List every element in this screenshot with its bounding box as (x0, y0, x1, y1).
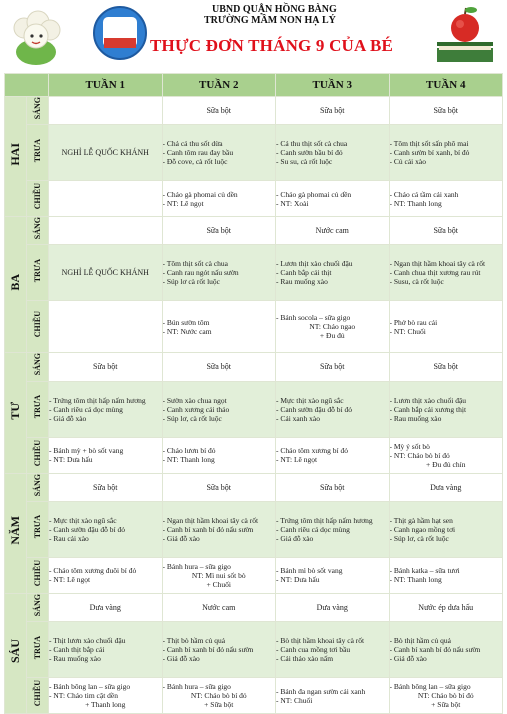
dish-line: - NT: Dưa hấu (276, 575, 320, 585)
dish-line: - Canh chua thịt xương rau rút (389, 268, 481, 278)
dish-line: - Giá đỗ xào (276, 533, 314, 543)
menu-cell (162, 678, 276, 714)
dish-line: - Tôm thịt sốt sấn phô mai (389, 139, 469, 149)
meal-name: SÁNG (33, 473, 42, 496)
menu-cell: Sữa bột (389, 217, 503, 245)
school-logo-icon (93, 6, 147, 60)
dish-line: + Sữa bột (431, 700, 461, 710)
menu-cell (49, 501, 163, 557)
menu-cell: Sữa bột (389, 353, 503, 381)
meal-name: CHIỀU (33, 311, 42, 338)
menu-cell (276, 622, 390, 678)
dish-line: NT: Cháo bò bí đỏ (417, 691, 474, 701)
dish-line: - Canh riêu cá dọc mùng (276, 524, 350, 534)
dish-line: - Canh xương cải thảo (162, 404, 230, 414)
menu-cell (49, 557, 163, 593)
row-sang (5, 97, 503, 125)
meal-name: CHIỀU (33, 183, 42, 210)
day-label (5, 473, 27, 593)
menu-cell: Nước cam (162, 593, 276, 621)
dish-line: - NT: Lê ngọt (49, 575, 91, 585)
meal-label-chieu (27, 678, 49, 714)
dish-line: - Canh riêu cá dọc mùng (49, 404, 123, 414)
dish-line: - Canh bí xanh bí đỏ nấu sườn (162, 524, 254, 534)
menu-cell (276, 501, 390, 557)
menu-cell (162, 181, 276, 217)
dish-line: - Cải thảo xào nấm (276, 654, 334, 664)
meal-name: TRƯA (33, 515, 42, 539)
menu-cell: Sữa bột (162, 97, 276, 125)
column-week-3: TUẦN 3 (276, 74, 390, 97)
dish-line: - Canh bắp cải xương thịt (389, 404, 467, 414)
dish-line: + Đu đủ (319, 331, 345, 341)
dish-line: - NT: Cháo bò bí đỏ (389, 450, 450, 460)
menu-cell (162, 437, 276, 473)
row-trua (5, 245, 503, 301)
dish-line: - NT: Cháo tim cật dền (49, 691, 118, 701)
meal-label-sang (27, 97, 49, 125)
day-name: NĂM (8, 516, 22, 546)
menu-cell (276, 557, 390, 593)
menu-cell (389, 245, 503, 301)
meal-name: TRƯA (33, 635, 42, 659)
dish-line: - NT: Thanh long (389, 575, 442, 585)
dish-line: - Sườn xào chua ngọt (162, 395, 227, 405)
dish-line: - Canh bí xanh bí đỏ nấu sườn (389, 645, 481, 655)
meal-name: CHIỀU (33, 680, 42, 707)
dish-line: + Thanh long (85, 700, 126, 710)
dish-line: - Củ cải xào (389, 157, 426, 167)
menu-table (4, 73, 503, 714)
meal-name: CHIỀU (33, 439, 42, 466)
menu-cell (389, 381, 503, 437)
dish-line: - NT: Lê ngọt (162, 198, 204, 208)
menu-cell: Dưa vàng (276, 593, 390, 621)
dish-line: - Cháo tôm xương đuôi bí đỏ (49, 566, 137, 576)
dish-line: - Thịt lươn xào chuối đậu (49, 636, 126, 646)
dish-line: - Rau cải xào (49, 533, 89, 543)
menu-cell (389, 678, 503, 714)
day-label (5, 217, 27, 353)
menu-cell (162, 501, 276, 557)
menu-cell (162, 622, 276, 678)
row-chieu (5, 437, 503, 473)
dish-line: - NT: Dưa hấu (49, 455, 93, 465)
dish-line: - Súp lơ, cà rốt luộc (162, 413, 222, 423)
dish-line: - NT: Xoài (276, 198, 309, 208)
meal-name: TRƯA (33, 258, 42, 283)
row-chieu (5, 181, 503, 217)
dish-line: + Chuối (206, 579, 231, 589)
menu-cell (276, 437, 390, 473)
menu-cell (276, 678, 390, 714)
menu-cell: Sữa bột (276, 97, 390, 125)
day-name: BA (8, 274, 22, 291)
dish-line: - Giá đỗ xào (162, 654, 200, 664)
dish-line: - Bánh hura – sữa gigo (162, 561, 231, 571)
row-chieu (5, 557, 503, 593)
menu-cell (162, 245, 276, 301)
dish-line: - Giá đỗ xào (49, 413, 87, 423)
column-header-row (5, 74, 503, 97)
meal-label-sang (27, 353, 49, 381)
menu-cell (162, 125, 276, 181)
page-header (0, 0, 507, 72)
day-label (5, 353, 27, 473)
menu-cell (49, 437, 163, 473)
column-week-1: TUẦN 1 (49, 74, 163, 97)
menu-cell: Dưa vàng (389, 473, 503, 501)
menu-cell: Sữa bột (389, 97, 503, 125)
menu-cell: Sữa bột (276, 473, 390, 501)
meal-label-chieu (27, 437, 49, 473)
dish-line: - Thịt gà hầm hạt sen (389, 515, 453, 525)
dish-line: - Tôm thịt sốt cà chua (162, 259, 228, 269)
day-label (5, 593, 27, 713)
dish-line: - Bánh katka – sữa tươi (389, 566, 460, 576)
menu-cell (49, 381, 163, 437)
menu-cell: Dưa vàng (49, 593, 163, 621)
dish-line: - Ngan thịt hầm khoai tây cà rốt (162, 515, 259, 525)
meal-name: SÁNG (33, 97, 42, 120)
row-sang (5, 353, 503, 381)
cauliflower-mascot-icon (6, 6, 66, 68)
holiday-cell: NGHỈ LỄ QUỐC KHÁNH (49, 125, 163, 181)
menu-cell (276, 301, 390, 353)
menu-cell: Nước cam (276, 217, 390, 245)
dish-line: - Đỗ cove, cà rốt luộc (162, 157, 228, 167)
dish-line: - Bún sườn tôm (162, 317, 210, 327)
dish-line: - Bánh mì bò sốt vang (276, 566, 343, 576)
row-sang (5, 593, 503, 621)
dish-line: - Thịt bò hầm củ quả (162, 636, 226, 646)
dish-line: - Rau muống xào (49, 654, 101, 664)
dish-line: - Bánh bông lan – sữa gigo (389, 682, 471, 692)
apple-on-book-icon (433, 4, 497, 68)
menu-cell (49, 301, 163, 353)
dish-line: - Giá đỗ xào (162, 533, 200, 543)
menu-cell: Nước ép dưa hấu (389, 593, 503, 621)
meal-label-sang (27, 593, 49, 621)
meal-label-trua (27, 622, 49, 678)
menu-cell: Sữa bột (49, 473, 163, 501)
menu-cell (389, 125, 503, 181)
dish-line: - Cải xanh xào (276, 413, 320, 423)
meal-label-sang (27, 217, 49, 245)
dish-line: - Canh rau ngót nấu sườn (162, 268, 239, 278)
day-name: HAI (8, 142, 22, 166)
dish-line: + Đu đủ chín (426, 459, 466, 469)
dish-line: - Rau muống xào (389, 413, 442, 423)
menu-cell (389, 501, 503, 557)
row-trua (5, 125, 503, 181)
menu-cell (49, 97, 163, 125)
dish-line: - Bánh bông lan – sữa gigo (49, 682, 131, 692)
dish-line: - Bánh mỳ + bò sốt vang (49, 446, 124, 456)
dish-line: - Mực thịt xào ngũ sắc (276, 395, 344, 405)
dish-line: - NT: Chuối (389, 326, 426, 336)
dish-line: - Súp lơ cà rốt luộc (162, 277, 220, 287)
meal-label-chieu (27, 301, 49, 353)
meal-label-trua (27, 381, 49, 437)
menu-cell: Sữa bột (162, 217, 276, 245)
menu-cell: Sữa bột (276, 353, 390, 381)
row-trua (5, 381, 503, 437)
day-name: SÁU (8, 639, 22, 664)
dish-line: - Su su, cà rốt luộc (276, 157, 333, 167)
meal-label-trua (27, 125, 49, 181)
menu-cell (49, 217, 163, 245)
meal-name: SÁNG (33, 217, 42, 240)
day-name: TƯ (8, 401, 22, 420)
dish-line: - Chả cá thu sốt dừa (162, 139, 223, 149)
dish-line: - Canh ngao mồng tơi (389, 524, 456, 534)
meal-label-chieu (27, 181, 49, 217)
dish-line: - Bò thịt hầm củ quả (389, 636, 451, 646)
dish-line: - Bánh hura – sữa gigo (162, 682, 231, 692)
menu-cell: Sữa bột (49, 353, 163, 381)
dish-line: - Giá đỗ xào (389, 654, 427, 664)
dish-line: - Canh sườn đậu đỗ bí đỏ (276, 404, 352, 414)
menu-cell: Sữa bột (162, 473, 276, 501)
dish-line: - Bánh đa ngan sườn cải xanh (276, 686, 366, 696)
menu-cell (276, 245, 390, 301)
dish-line: - NT: Chuối (276, 695, 313, 705)
column-week-4: TUẦN 4 (389, 74, 503, 97)
dish-line: - Canh thịt bắp cải (49, 645, 105, 655)
dish-line: + Sữa bột (204, 700, 234, 710)
menu-cell (389, 437, 503, 473)
menu-cell (162, 557, 276, 593)
dish-line: - Ngan thịt hầm khoai tây cà rốt (389, 259, 486, 269)
header-corner (5, 74, 49, 97)
menu-cell (389, 301, 503, 353)
school-name: TRƯỜNG MẦM NON HẠ LÝ (204, 15, 336, 26)
dish-line: - Lươn thịt xào chuối đậu (276, 259, 353, 269)
column-week-2: TUẦN 2 (162, 74, 276, 97)
dish-line: - Mỳ ý sốt bò (389, 441, 430, 451)
dish-line: - Cháo tôm xương bí đỏ (276, 446, 348, 456)
dish-line: - Cá thu thịt sốt cà chua (276, 139, 348, 149)
menu-cell (162, 301, 276, 353)
dish-line: - Súp lơ, cà rốt luộc (389, 533, 449, 543)
dish-line: - NT: Lê ngọt (276, 455, 318, 465)
dish-line: - NT: Thanh long (389, 198, 442, 208)
dish-line: - NT: Nước cam (162, 326, 212, 336)
dish-line: - Canh sườn đậu đỗ bí đỏ (49, 524, 125, 534)
menu-cell (276, 181, 390, 217)
menu-cell (276, 125, 390, 181)
dish-line: - Canh tôm rau đay bầu (162, 148, 234, 158)
meal-name: TRƯA (33, 138, 42, 162)
menu-cell (389, 557, 503, 593)
dish-line: - Phở bò rau cải (389, 317, 438, 327)
meal-label-trua (27, 501, 49, 557)
row-trua (5, 501, 503, 557)
dish-line: - Canh bí xanh bí đỏ nấu sườn (162, 645, 254, 655)
day-label (5, 97, 27, 217)
dish-line: NT: Mì nui sốt bò (191, 570, 246, 580)
menu-cell: Sữa bột (162, 353, 276, 381)
org-name: UBND QUẬN HỒNG BÀNG (212, 4, 337, 15)
dish-line: - Trứng tôm thịt hấp nấm hương (49, 395, 146, 405)
dish-line: NT: Cháo bò bí đỏ (190, 691, 247, 701)
dish-line: - Rau muống xào (276, 277, 328, 287)
dish-line: - Canh cua mồng tơi bầu (276, 645, 351, 655)
dish-line: NT: Cháo ngao (309, 322, 356, 332)
dish-line: - Mực thịt xào ngũ sắc (49, 515, 117, 525)
dish-line: - Cháo cá tầm cải xanh (389, 189, 459, 199)
meal-name: CHIỀU (33, 559, 42, 587)
meal-label-trua (27, 245, 49, 301)
menu-cell (49, 181, 163, 217)
dish-line: - NT: Thanh long (162, 455, 215, 465)
menu-cell (49, 622, 163, 678)
row-sang (5, 217, 503, 245)
row-sang (5, 473, 503, 501)
menu-cell (389, 622, 503, 678)
dish-line: - Canh sườn bí xanh, bí đỏ (389, 148, 470, 158)
dish-line: - Canh bắp cải thịt (276, 268, 332, 278)
menu-cell (49, 678, 163, 714)
meal-label-sang (27, 473, 49, 501)
dish-line: - Susu, cà rốt luộc (389, 277, 444, 287)
dish-line: - Trứng tôm thịt hấp nấm hương (276, 515, 373, 525)
meal-name: SÁNG (33, 593, 42, 617)
meal-label-chieu (27, 557, 49, 593)
meal-name: SÁNG (33, 353, 42, 376)
dish-line: - Canh sườn bầu bí đỏ (276, 148, 343, 158)
row-trua (5, 622, 503, 678)
dish-line: - Cháo gà phomai củ dền (276, 189, 352, 199)
menu-cell (389, 181, 503, 217)
row-chieu (5, 301, 503, 353)
menu-cell (276, 381, 390, 437)
page-title: THỰC ĐƠN THÁNG 9 CỦA BÉ (150, 36, 394, 55)
dish-line: - Lươn thịt xào chuối đậu (389, 395, 467, 405)
holiday-cell: NGHỈ LỄ QUỐC KHÁNH (49, 245, 163, 301)
menu-cell (162, 381, 276, 437)
dish-line: - Bò thịt hầm khoai tây cà rốt (276, 636, 365, 646)
dish-line: - Bánh socola – sữa gigo (276, 313, 351, 323)
dish-line: - Cháo gà phomai củ dền (162, 189, 238, 199)
meal-name: TRƯA (33, 395, 42, 419)
row-chieu (5, 678, 503, 714)
dish-line: - Cháo lươn bí đỏ (162, 446, 216, 456)
